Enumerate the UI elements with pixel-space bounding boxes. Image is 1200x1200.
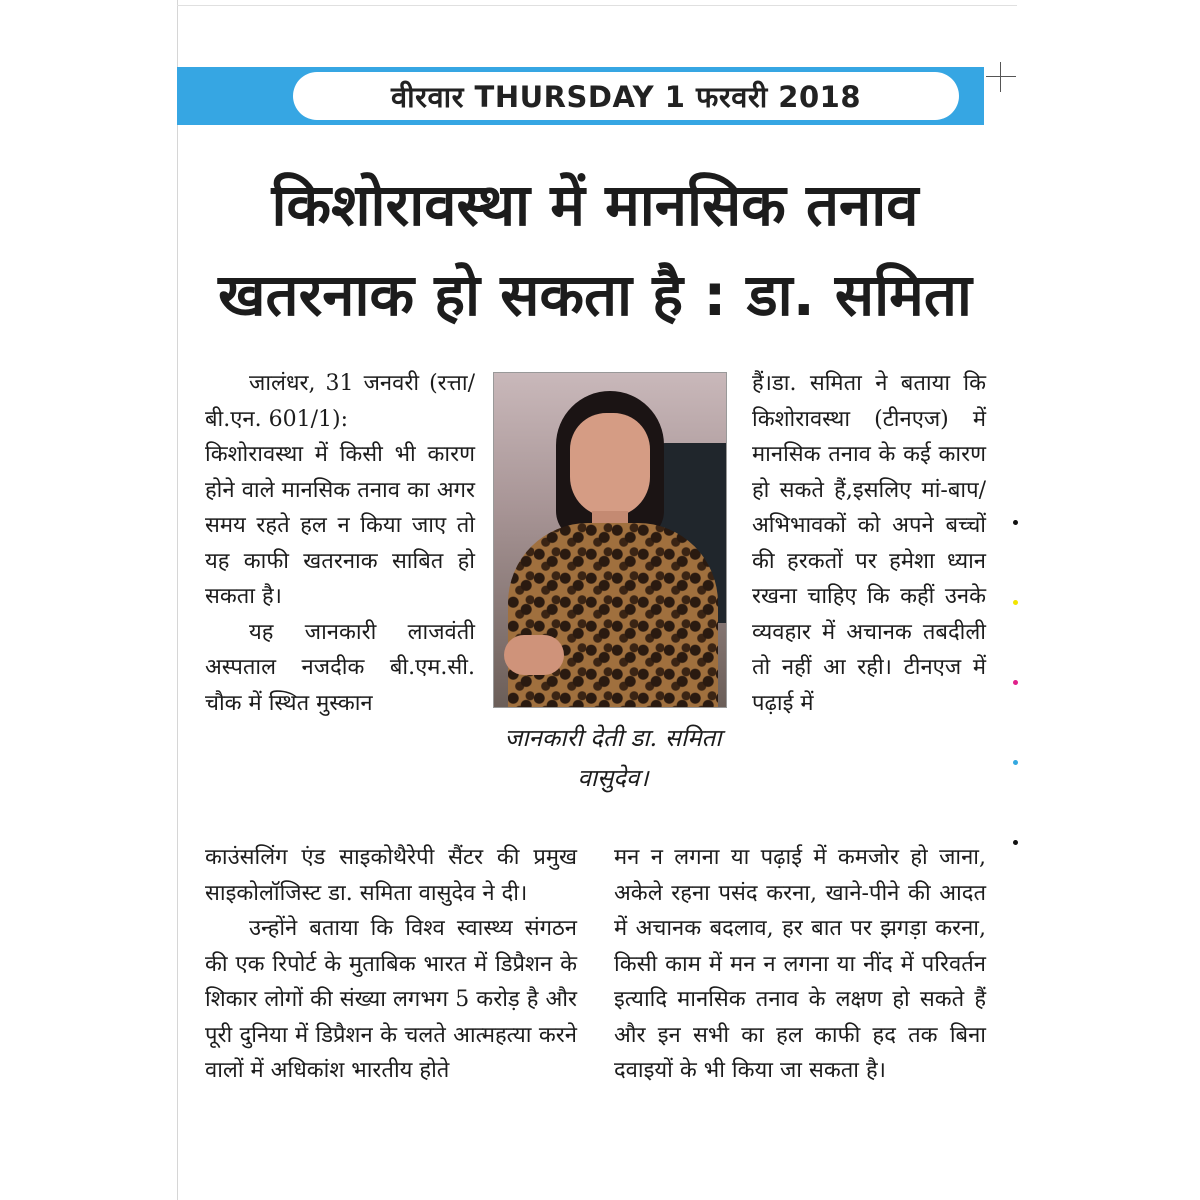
article-dateline: जालंधर, 31 जनवरी (रत्ता/ बी.एन. 601/1): <box>205 371 475 432</box>
registration-dot <box>1013 680 1018 685</box>
page-frame-top <box>177 5 1017 6</box>
article-paragraph-1: किशोरावस्था में किसी भी कारण होने वाले मानसिक तनाव का अगर समय रहते हल न किया जाए तो यह काफी खतरनाक साबित हो सकता है। <box>205 442 475 609</box>
article-paragraph-3: उन्होंने बताया कि विश्व स्वास्थ्य संगठन की एक रिपोर्ट के मुताबिक भारत में डिप्रैशन के शिकार लोगों की संख्या लगभग 5 करोड़ है और पूरी दुनिया में डिप्रैशन के चलते आत्महत्या करने वालों में अधिकांश भारतीय होते <box>205 916 577 1083</box>
registration-dot <box>1013 840 1018 845</box>
date-line: वीरवार THURSDAY 1 फरवरी 2018 <box>293 72 959 120</box>
article-left-wide-column <box>205 840 577 1089</box>
headline <box>190 160 1000 340</box>
article-paragraph-2-start: यह जानकारी लाजवंती अस्पताल नजदीक बी.एम.सी. चौक में स्थित मुस्कान <box>205 619 475 716</box>
page-frame-left <box>177 0 178 1200</box>
registration-dot <box>1013 600 1018 605</box>
registration-dot <box>1013 520 1018 525</box>
crop-mark-icon <box>986 62 1016 92</box>
article-right-paragraph: हैं।डा. समिता ने बताया कि किशोरावस्था (टीनएज) में मानसिक तनाव के कई कारण हो सकते हैं,इसलिए मां-बाप/ अभिभावकों को अपने बच्चों की हरकतों पर हमेशा ध्यान रखना चाहिए कि कहीं उनके व्यवहार में अचानक तबदीली तो नहीं आ रही। टीनएज में पढ़ाई में <box>752 371 986 716</box>
article-right-wide-paragraph: मन न लगना या पढ़ाई में कमजोर हो जाना, अकेले रहना पसंद करना, खाने-पीने की आदत में अचानक बदलाव, हर बात पर झगड़ा करना, किसी काम में मन न लगना या नींद में परिवर्तन इत्यादि मानसिक तनाव के लक्षण हो सकते हैं और इन सभी का हल काफी हद तक बिना दवाइयों के भी किया जा सकता है। <box>614 845 986 1083</box>
registration-dot <box>1013 760 1018 765</box>
article-paragraph-2-end: काउंसलिंग एंड साइकोथैरेपी सैंटर की प्रमुख साइकोलॉजिस्ट डा. समिता वासुदेव ने दी। <box>205 845 577 906</box>
headline-line-2: खतरनाक हो सकता है : डा. समिता <box>218 261 972 329</box>
article-left-column <box>205 366 475 721</box>
photo-caption: जानकारी देती डा. समिता वासुदेव। <box>504 724 722 792</box>
article-right-wide-column <box>614 840 986 1089</box>
photo-dr-samita-vasudev <box>493 372 727 708</box>
article-right-column <box>752 366 986 721</box>
headline-line-1: किशोरावस्था में मानसिक तनाव <box>271 171 919 239</box>
